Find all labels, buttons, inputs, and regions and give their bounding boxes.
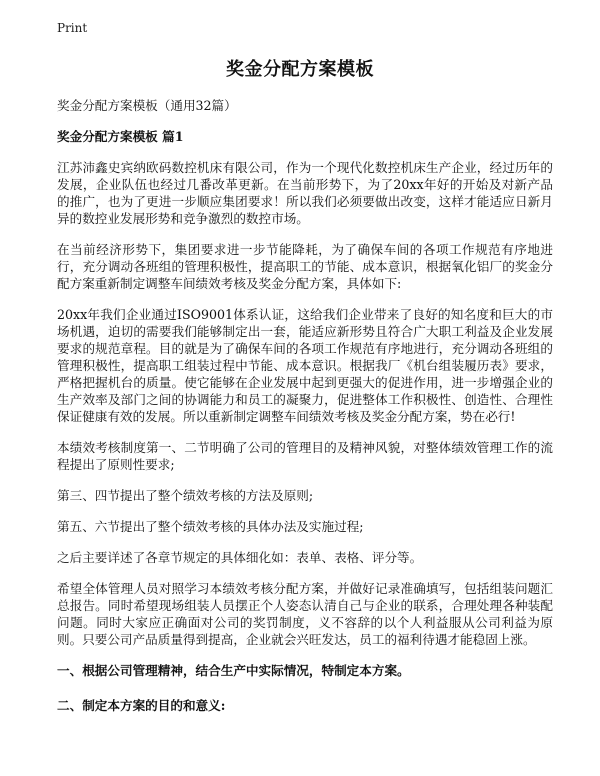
paragraph-iso-certification: 20xx年我们企业通过ISO9001体系认证，这给我们企业带来了良好的知名度和巨大的市场机遇，迫切的需要我们能够制定出一套，能适应新形势且符合广大职工利益及企业发展要求的规范章程。目的就是为了确保车间的各项工作规范有序地进行，充分调动各班组的管理积极性，提高职工组装过程中节能、成本意识。根据我厂《机台组装履历表》要求，严格把握机台的质量。使它能够在企业发展中起到更强大的促进作用，进一步增强企业的生产效率及部门之间的协调能力和员工的凝聚力，促进整体工作积极性、创造性、合理性保证健康有效的发展。所以重新制定调整车间绩效考核及奖金分配方案，势在必行! [57,307,553,424]
document-subtitle: 奖金分配方案模板（通用32篇） [57,98,237,113]
paragraph-details: 之后主要详述了各章节规定的具体细化如：表单、表格、评分等。 [57,550,423,565]
paragraph-company-intro: 江苏沛鑫史宾纳欧码数控机床有限公司，作为一个现代化数控机床生产企业，经过历年的发展，企业队伍也经过几番改革更新。在当前形势下，为了20xx年好的开始及对新产品的推广，也为了更进一步顺应集团要求！所以我们必须要做出改变，这样才能适应日新月异的数控业发展形势和竞争激烈的数控市场。 [57,160,553,226]
bold-line-purpose: 二、制定本方案的目的和意义: [57,698,226,713]
paragraph-sections-three-four: 第三、四节提出了整个绩效考核的方法及原则; [57,488,314,503]
bold-line-principle: 一、根据公司管理精神，结合生产中实际情况，特制定本方案。 [57,663,410,678]
document-body [57,97,553,732]
print-link[interactable]: Print [57,21,88,35]
section-heading: 奖金分配方案模板 篇1 [57,129,184,144]
paragraph-economic-situation: 在当前经济形势下，集团要求进一步节能降耗，为了确保车间的各项工作规范有序地进行，充分调动各班组的管理积极性，提高职工的节能、成本意识，根据氧化铝厂的奖金分配方案重新制定调整车间绩效考核及奖金分配方案，具体如下: [57,242,553,291]
page-title: 奖金分配方案模板 [226,59,374,80]
paragraph-closing: 希望全体管理人员对照学习本绩效考核分配方案，并做好记录准确填写，包括组装问题汇总报告。同时希望现场组装人员摆正个人姿态认清自己与企业的联系，合理处理各种装配问题。同时大家应正确面对公司的奖罚制度，义不容辞的以个人利益服从公司利益为原则。只要公司产品质量得到提高，企业就会兴旺发达，员工的福利待遇才能稳固上涨。 [57,581,553,647]
paragraph-sections-five-six: 第五、六节提出了整个绩效考核的具体办法及实施过程; [57,519,364,534]
paragraph-sections-one-two: 本绩效考核制度第一、二节明确了公司的管理目的及精神风貌，对整体绩效管理工作的流程提出了原则性要求; [57,440,553,472]
